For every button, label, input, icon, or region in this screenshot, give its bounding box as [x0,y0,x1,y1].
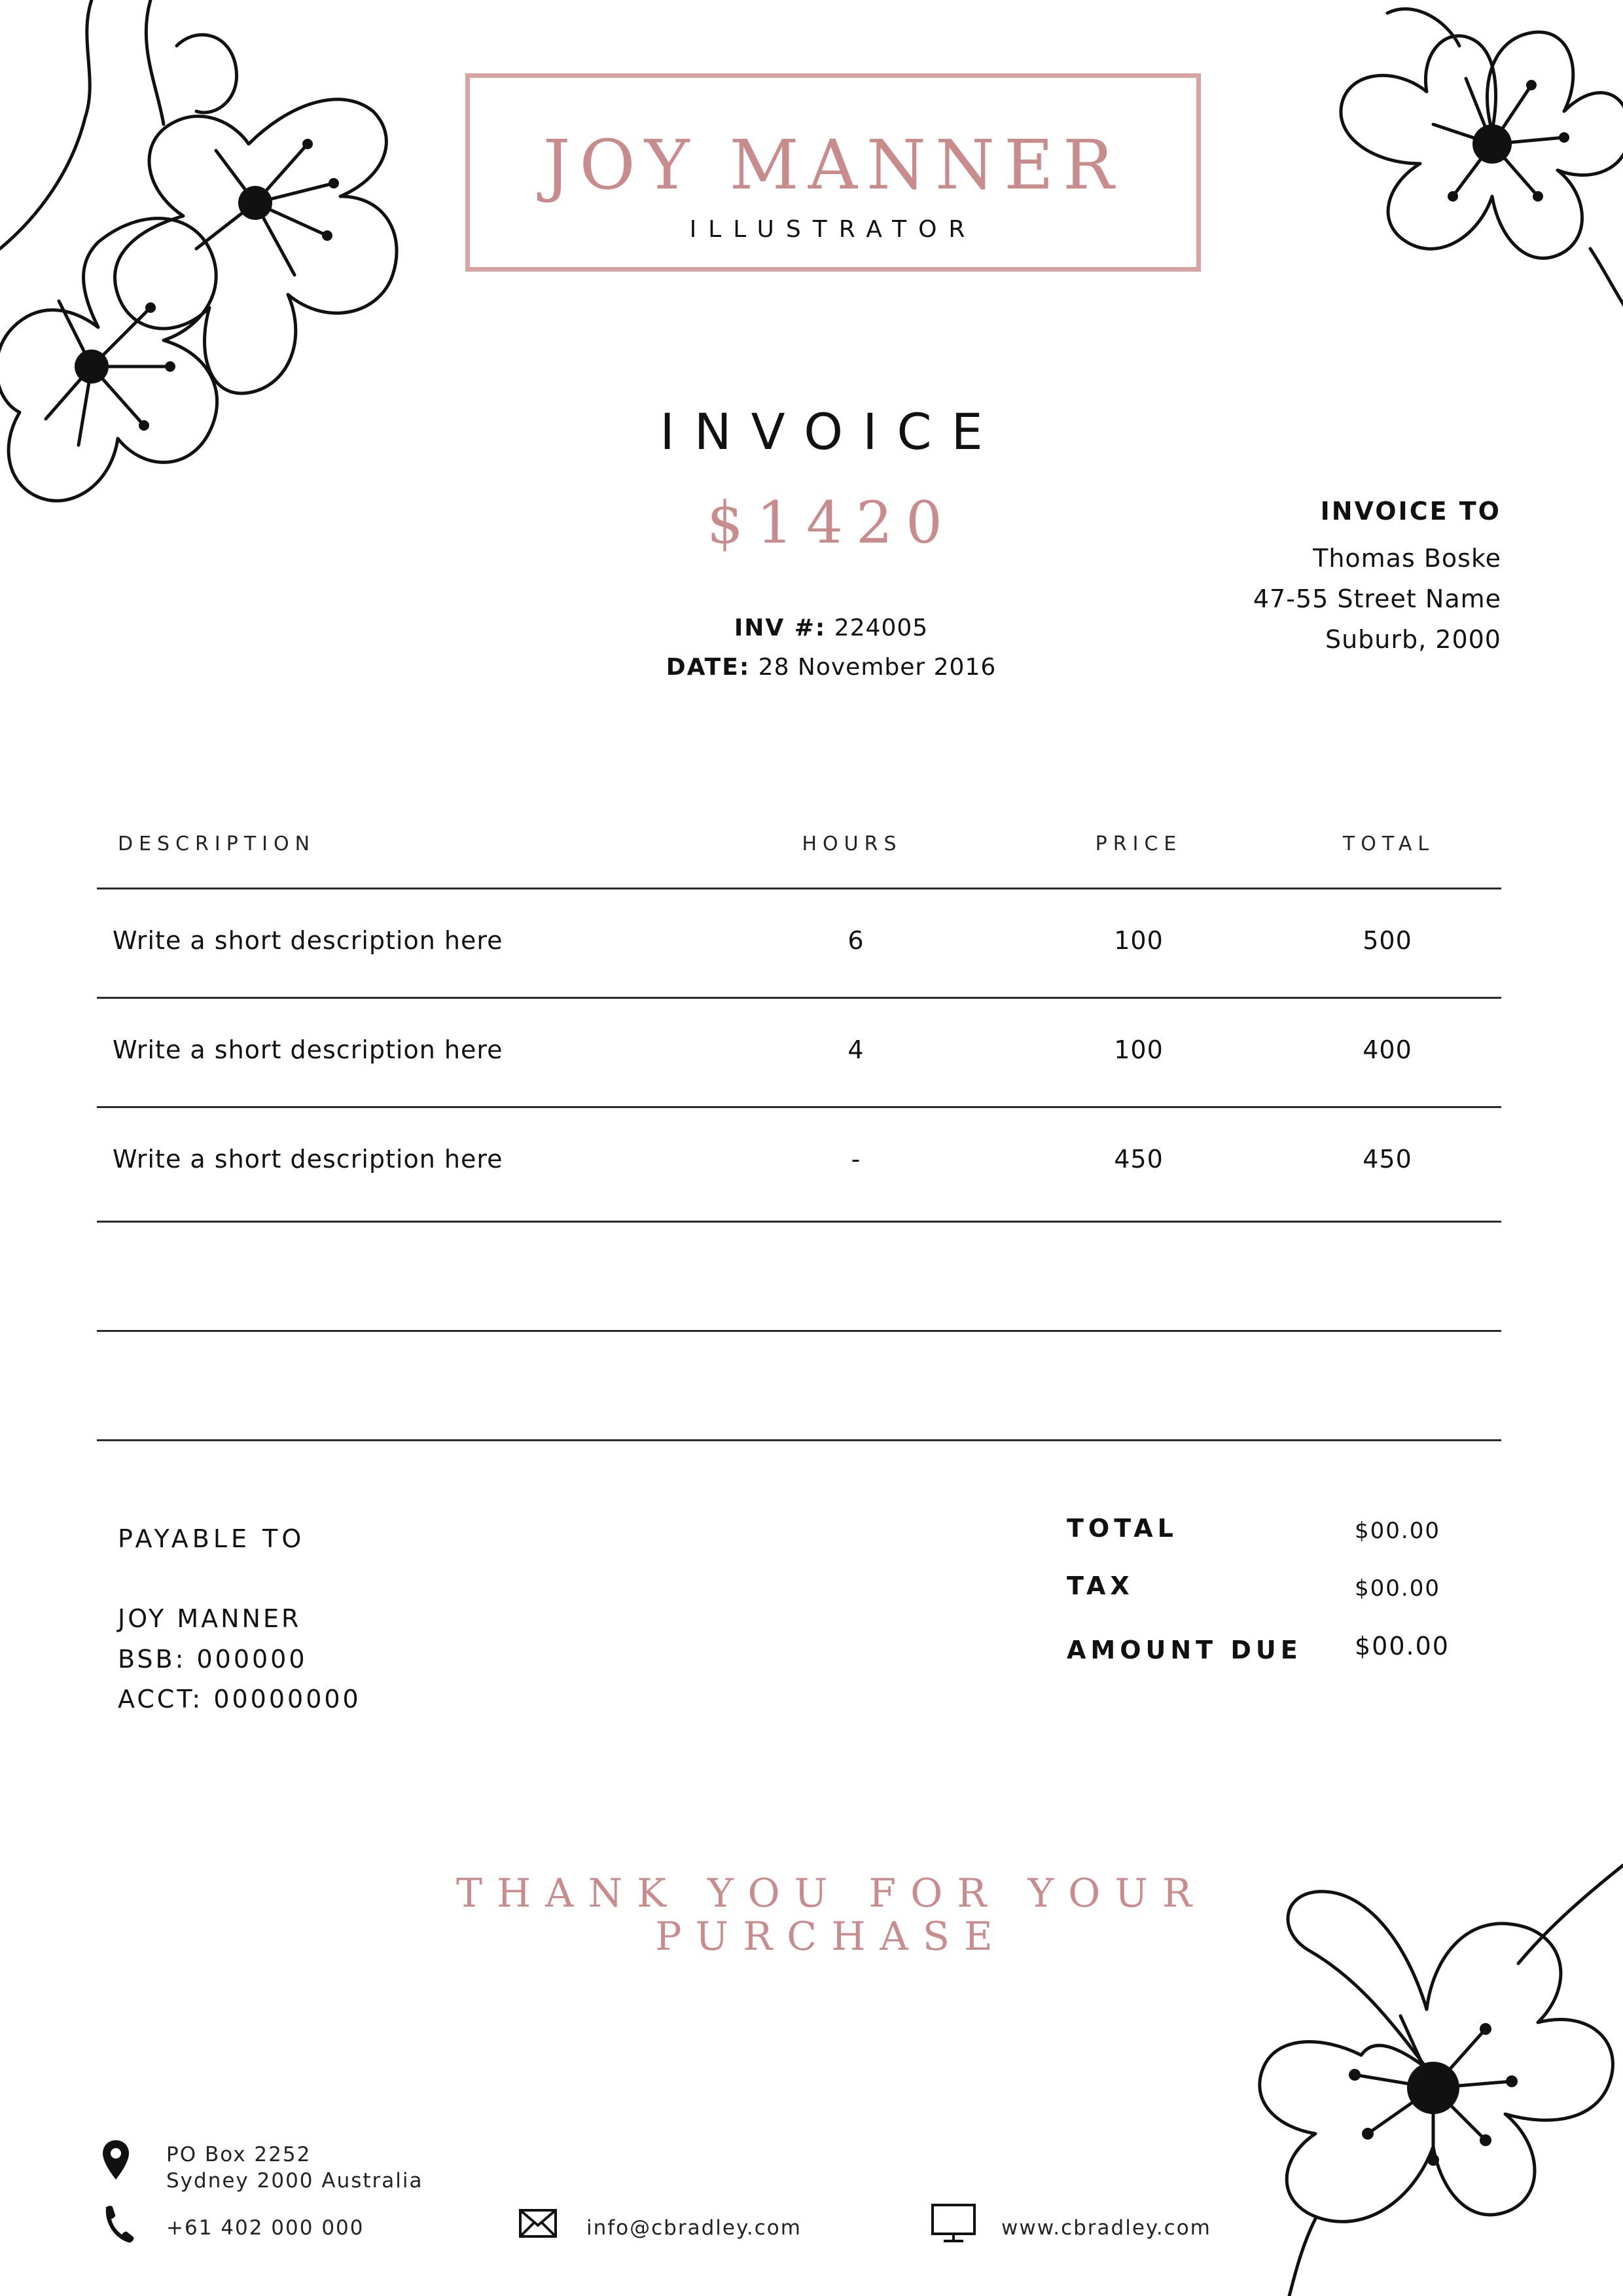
client-name: Thomas Boske [1313,544,1501,573]
row-hours: 6 [847,926,865,955]
payable-acct: ACCT: 00000000 [118,1685,361,1713]
invoice-date-label: DATE: [666,654,751,681]
payable-name: JOY MANNER [118,1604,302,1633]
row-price: 100 [1114,926,1164,955]
footer-website[interactable]: www.cbradley.com [1001,2216,1211,2240]
table-rule [97,1106,1501,1108]
invoice-amount: $1420 [707,489,955,556]
column-header-price: PRICE [1095,833,1183,855]
thank-you-line-1: THANK YOU FOR YOUR [455,1871,1207,1916]
flower-illustration-bottom-right [1237,1852,1623,2296]
invoice-number-value: 224005 [834,615,929,641]
address-line-2: Sydney 2000 Australia [166,2169,423,2193]
row-description: Write a short description here [113,926,503,955]
brand-name: JOY MANNER [543,125,1124,205]
invoice-to-heading: INVOICE TO [1320,497,1501,526]
location-pin-icon [101,2139,131,2181]
amount-due-label: AMOUNT DUE [1067,1636,1302,1664]
row-total: 500 [1363,926,1412,955]
column-header-description: DESCRIPTION [118,833,316,855]
address-line-1: PO Box 2252 [166,2143,312,2166]
invoice-to-block [1253,499,1501,660]
monitor-icon [931,2203,976,2244]
table-rule [97,1330,1501,1332]
total-label: TOTAL [1067,1514,1178,1543]
invoice-date [484,656,1178,679]
footer-address [166,2142,423,2194]
table-rule [97,997,1501,999]
invoice-title: INVOICE [660,403,1003,461]
footer-email[interactable]: info@cbradley.com [586,2216,802,2240]
footer-phone: +61 402 000 000 [166,2216,365,2240]
table-rule [97,1221,1501,1223]
tax-label: TAX [1067,1571,1134,1600]
column-header-total: TOTAL [1342,833,1435,855]
flower-illustration-top-left [0,0,419,537]
amount-due-value: $00.00 [1355,1632,1450,1660]
tax-value: $00.00 [1355,1575,1440,1602]
total-value: $00.00 [1355,1518,1440,1544]
row-price: 100 [1114,1035,1164,1064]
table-rule [97,888,1501,889]
payable-heading: PAYABLE TO [118,1524,306,1553]
row-total: 400 [1363,1035,1412,1064]
row-description: Write a short description here [113,1035,503,1064]
thank-you-message [419,1872,1243,1958]
envelope-icon [518,2208,558,2238]
table-rule [97,1439,1501,1441]
row-price: 450 [1114,1145,1164,1174]
phone-icon [102,2204,135,2244]
brand-role: ILLUSTRATOR [689,216,977,243]
row-hours: 4 [847,1035,865,1064]
invoice-number [484,617,1178,640]
invoice-date-value: 28 November 2016 [758,654,997,681]
row-hours: - [851,1145,861,1174]
row-total: 450 [1363,1145,1412,1174]
thank-you-line-2: PURCHASE [655,1914,1007,1960]
column-header-hours: HOURS [802,833,902,855]
row-description: Write a short description here [113,1145,503,1174]
client-street: 47-55 Street Name [1253,584,1501,613]
invoice-number-label: INV #: [734,615,827,641]
client-suburb: Suburb, 2000 [1325,625,1501,654]
flower-illustration-top-right [1315,0,1623,321]
payable-bsb: BSB: 000000 [118,1645,308,1674]
